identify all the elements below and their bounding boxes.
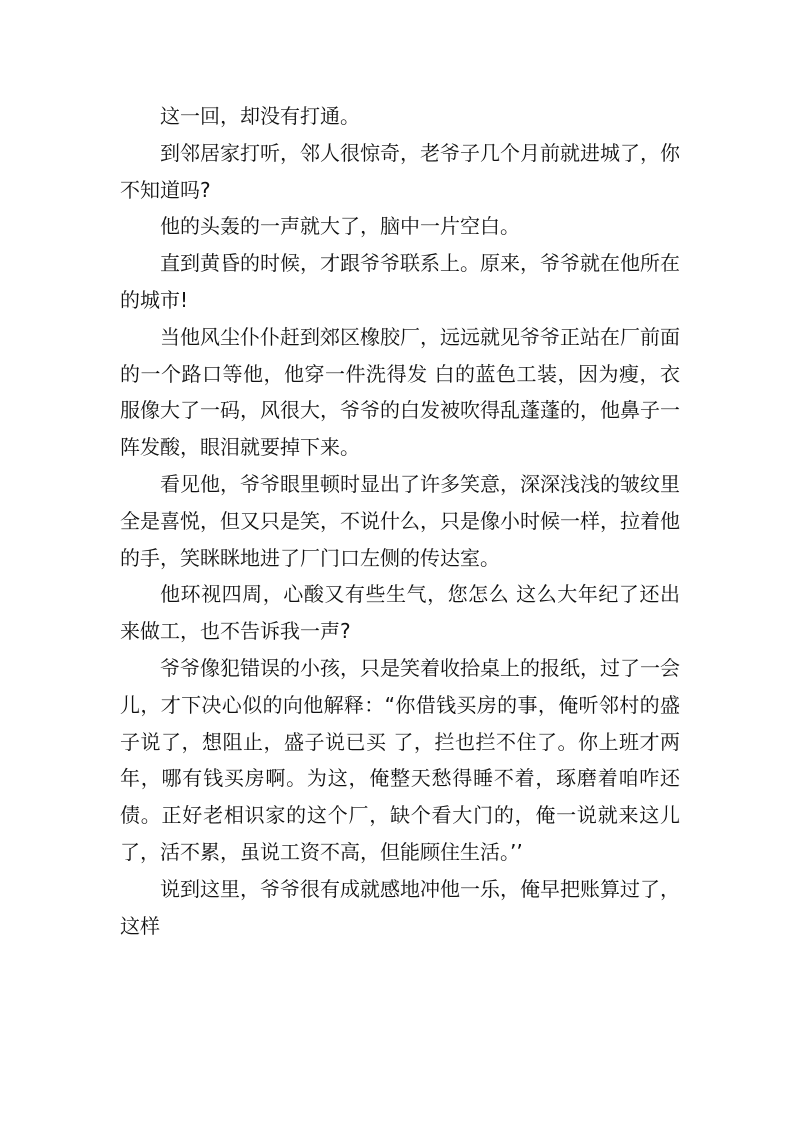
paragraph-3: 他的头轰的一声就大了，脑中一片空白。 [160, 214, 520, 239]
paragraph-8: 爷爷像犯错误的小孩，只是笑着收拾桌上的报纸，过了一会儿，才下决心似的向他解释：“你借钱买房的事，俺听邻村的盛子说了，想阻止，盛子说已买 了，拦也拦不住了。你上班才两年，哪有钱买房啊。为这，俺整天愁得睡不着，琢磨着咱咋还债。正好老相识家的这个厂，缺个看大门的，俺一说就来这儿了，活不累，虽说工资不高，但能顾住生活。’’ [120, 655, 680, 864]
paragraph-7: 他环视四周，心酸又有些生气，您怎么 这么大年纪了还出来做工，也不告诉我一声? [120, 582, 680, 644]
paragraph-5: 当他风尘仆仆赶到郊区橡胶厂，远远就见爷爷正站在厂前面的一个路口等他，他穿一件洗得发 白的蓝色工装，因为瘦，衣服像大了一码，风很大，爷爷的白发被吹得乱蓬蓬的，他鼻子一阵发酸，眼泪就要掉下来。 [120, 324, 680, 460]
document-body [120, 98, 680, 944]
paragraph-6: 看见他，爷爷眼里顿时显出了许多笑意，深深浅浅的皱纹里全是喜悦，但又只是笑，不说什么，只是像小时候一样，拉着他的手，笑眯眯地进了厂门口左侧的传达室。 [120, 471, 680, 570]
paragraph-1: 这一回，却没有打通。 [160, 104, 360, 128]
paragraph-9: 说到这里，爷爷很有成就感地冲他一乐，俺早把账算过了，这样 [120, 876, 680, 938]
paragraph-4: 直到黄昏的时候，才跟爷爷联系上。原来，爷爷就在他所在的城市! [120, 251, 680, 312]
paragraph-2: 到邻居家打听，邻人很惊奇，老爷子几个月前就进城了，你不知道吗? [120, 140, 680, 202]
